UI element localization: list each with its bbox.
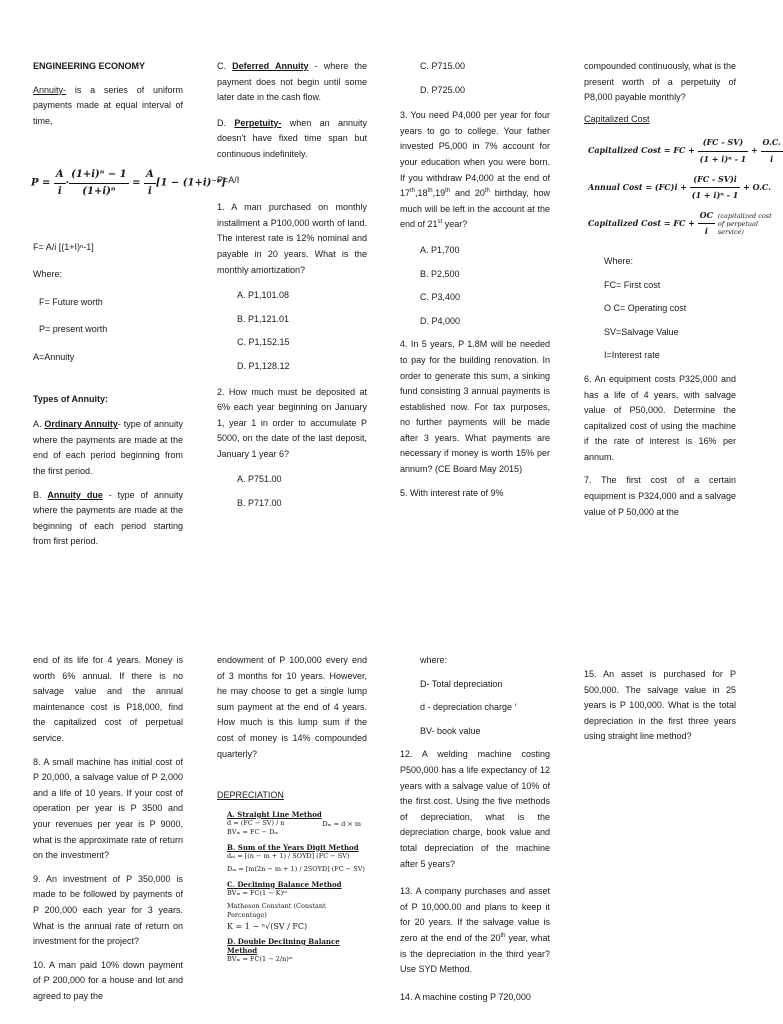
straight-line-method [227,810,367,837]
double-declining-balance-method [227,937,367,964]
pv-frac-a [54,167,66,199]
cap-f1-num2: O.C. [761,135,783,152]
ordinary-annuity [33,417,183,479]
q1-option-b: B. P1,121.01 [237,313,290,324]
def-interest-rate: I=Interest rate [604,350,660,361]
sum-of-years-digit-method [227,843,367,874]
deferred-prefix: C. [217,61,226,71]
column-1 [31,59,226,558]
document-title: ENGINEERING ECONOMY [33,61,146,71]
cap-f1-frac [698,135,749,167]
sl-formula-2: BVₘ = FC − Dₘ [227,827,279,836]
question-7-start: 7. The first cost of a certain equipment is P324,000 and a salvage value of P 50,000 at the [584,475,736,517]
db-matheson: Matheson Constant (Constant Percentage) [227,901,326,919]
pv-tail: [1 − (1+i)⁻ⁿ] [155,177,226,189]
capitalized-cost-formula [588,135,781,167]
perpetuity [217,116,367,163]
sl-formula-3: Dₘ = d × m [322,819,361,828]
question-8: 8. A small machine has initial cost of P 20,000, a salvage value of P 2,000 and a life of 10 years. If your cost of operation per year is P 3500 and your revenues per year is P 9000, what is the approximate rate of return on the investment? [33,756,183,861]
question-15: 15. An asset is purchased for P 500,000. The salvage value in 25 years is P 100,000. What is the total depreciation in the first three years using straight line method? [584,669,736,742]
ac-tail: + O.C. [743,181,771,192]
column-3 [400,59,550,509]
q1-option-a: A. P1,101.08 [237,290,290,301]
question-10-start: 10. A man paid 10% down payment of P 200,000 for a house and lot and agreed to pay the [33,959,183,1001]
ac-frac [690,172,741,204]
annual-cost-formula [588,172,771,204]
due-term: Annuity due [47,489,103,500]
question-7-continued: end of its life for 4 years. Money is worth 6% annual. If there is no salvage value and the annual maintenance cost is P18,000, find the capitalized cost of perpetual service. [33,655,183,743]
syd-formula-1: dₘ = [(n − m + 1) / SOYD] (FC − SV) [227,851,350,860]
q1-option-c: C. P1,152.15 [237,337,290,348]
annuity-term: Annuity- [33,84,67,95]
q2-option-c: C. P715.00 [420,61,466,71]
deferred-def: - where the payment does not begin until some later date in the cash flow. [217,61,367,103]
ordinary-term: Ordinary Annuity [44,419,118,430]
declining-balance-method [227,880,367,931]
cap-f1-frac2 [761,135,783,167]
column-5 [33,653,183,1012]
perp-term: Perpetuity- [234,117,282,128]
future-worth-formula: F= A/i [(1+I)ⁿ-1] [33,241,94,252]
q2-option-a: A. P751.00 [237,474,282,485]
q3-option-c: C. P3,400 [420,292,461,303]
annuity-def-text: is a series of uniform payments made at equal interval of time, [33,84,183,126]
column-6 [217,653,367,964]
pv-lhs: P = [31,177,51,189]
perp-def: when an annuity doesn't have fixed time span but continuous indefinitely. [217,117,367,159]
types-heading: Types of Annuity: [33,393,108,404]
pv-a1: A [54,167,66,184]
db-title: C. Declining Balance Method [227,879,342,889]
q2-option-b: B. P717.00 [237,498,282,509]
ordinary-prefix: A. [33,419,42,430]
perpetual-capitalized-cost-formula [588,208,772,240]
ordinary-def: - type of annuity where the payments are made at the end of each period beginning from the first period. [33,419,183,476]
pv-frac-main [69,167,128,199]
ac-num: (FC - SV)i [690,172,741,189]
column-7 [400,653,550,1013]
where-label-3: where: [420,655,448,665]
question-2: 2. How much must be deposited at 6% each year beginning on January 1, year 1 in order to accumulate P 5000, on the date of the last deposit, January 1 year 6? [217,386,367,459]
question-5-start: 5. With interest rate of 9% [400,487,504,498]
question-12: 12. A welding machine costing P500,000 has a life expectancy of 12 years with a salvage value of 10% of the first cost. Using the five methods of depreciation, what is the depreciation charge, book value and total depreciation of the machine after 5 years? [400,749,550,869]
deferred-annuity [217,59,367,106]
pv-frac-b [144,167,156,199]
pc-num: OC [698,208,715,225]
syd-title: B. Sum of the Years Digit Method [227,842,359,852]
perp-prefix: D. [217,117,226,128]
ddb-title: D. Double Declining Balance Method [227,936,340,955]
def-first-cost: FC= First cost [604,279,661,290]
cap-f1-num: (FC - SV) [698,135,749,152]
pv-num: (1+i)ⁿ − 1 [69,167,128,184]
where-label-2: Where: [604,255,634,266]
def-operating-cost: O C= Operating cost [604,303,687,314]
due-prefix: B. [33,489,42,500]
q1-option-d: D. P1,128.12 [237,360,290,371]
depreciation-heading: DEPRECIATION [217,790,284,801]
question-4: 4. In 5 years, P 1.8M will be needed to pay for the building renovation. In order to generate this sum, a sinking fund consisting 3 annual payments is established now. For tax purposes, no further payments will be made after 3 years. What payments are necessary if money is worth 15% per annum? (CE Board May 2015) [400,339,550,475]
cap-f1-den2: i [770,153,774,164]
ac-lhs: Annual Cost = (FC)i + [588,181,687,192]
perpetuity-formula: P=A/I [217,174,240,185]
question-6: 6. An equipment costs P325,000 and has a life of 4 years, with salvage value of P50,000. Determine the capitalized cost of using the machine if the rate of interest is 16% per annum. [584,373,736,462]
pv-den: (1+i)ⁿ [82,185,116,197]
ddb-formula-1: BVₘ = FC(1 − 2/n)ᵐ [227,954,293,963]
pc-frac [698,208,715,240]
pv-i2: i [147,185,152,197]
present-worth-formula: P = $\frac{A}{i}$ · $\frac{\text{(1+i)ⁿ − 1}}{\text{(1+i)ⁿ}}$ = $\frac{A}{i}$ [1 − (1+i)⁻ⁿ] [31,167,183,199]
def-future-worth: F= Future worth [39,296,103,307]
question-14-start: 14. A machine costing P 720,000 [400,991,531,1002]
pv-a2: A [144,167,156,184]
q3-option-a: A. P1,700 [420,244,460,255]
q2-option-d: D. P725.00 [420,84,466,95]
cap-f1-den: (1 + i)ⁿ - 1 [699,153,747,164]
pc-lhs: Capitalized Cost = FC + [588,217,695,228]
column-4 [584,59,781,528]
def-present-worth: P= present worth [39,324,108,335]
pc-note: (capitalized cost of perpetual service) [717,211,772,236]
cap-f1-lhs: Capitalized Cost = FC + [588,145,695,156]
def-depreciation-charge: d - depreciation charge ‘ [420,702,517,713]
deferred-term: Deferred Annuity [232,61,309,71]
capitalized-cost-heading: Capitalized Cost [584,113,650,124]
q3-option-d: D. P4,000 [420,315,461,326]
annuity-definition [33,83,183,130]
where-label: Where: [33,269,63,280]
pv-i1: i [57,185,62,197]
pc-den: i [704,226,708,237]
column-2 [217,59,367,520]
db-formula-1: BVₘ = FC(1 − K)ᵐ [227,888,288,897]
question-10-continued: endowment of P 100,000 every end of 3 months for 10 years. However, he may choose to get a single lump sum payment at the end of 4 years. How much is this lump sum if the cost of money is 14% compounded quarterly? [217,655,367,759]
question-1: 1. A man purchased on monthly installment a P100,000 worth of land. The interest rate is 12% nominal and payable in 20 years. What is the monthly amortization? [217,202,367,275]
annuity-due [33,488,183,550]
def-book-value: BV- book value [420,725,481,736]
syd-formula-2: Dₘ = [m(2n − m + 1) / 2SOYD] (FC − SV) [227,864,365,873]
def-salvage-value: SV=Salvage Value [604,326,679,337]
q3-option-b: B. P2,500 [420,268,460,279]
due-def: - type of annuity where the payments are made at the beginning of each period starting from first period. [33,489,183,547]
sl-title: A. Straight Line Method [227,809,322,819]
pv-mid: = [132,177,141,189]
def-total-depreciation: D- Total depreciation [420,678,503,689]
def-annuity: A=Annuity [33,351,75,362]
ac-den: (1 + i)ⁿ - 1 [691,190,739,201]
sl-formula-1: d = (FC − SV) / n [227,818,285,827]
db-formula-2: K = 1 − ⁿ√(SV / FC) [227,921,308,931]
question-3: 3. You need P4,000 per year for four years to go to college. Your father invested P5,000 in 7% account for your education when you were born. If you withdraw P4,000 at the end of 17th,18th,19th and 20th birthday, how much will be left in the account at the end of 21st year? [400,110,550,230]
column-8 [584,667,736,753]
cap-f1-plus: + [751,145,758,156]
question-5-continued: compounded continuously, what is the present worth of a perpetuity of P8,000 payable monthly? [584,61,736,103]
question-9: 9. An investment of P 350,000 is made to be followed by payments of P 200,000 each year for 3 years. What is the annual rate of return on investment for the project? [33,873,183,947]
question-13: 13. A company purchases and asset of P 10,000.00 and plans to keep it for 20 years. If the salvage value is zero at the end of the 20th year, what is the depreciation in the third year? Use SYD Method. [400,886,550,975]
